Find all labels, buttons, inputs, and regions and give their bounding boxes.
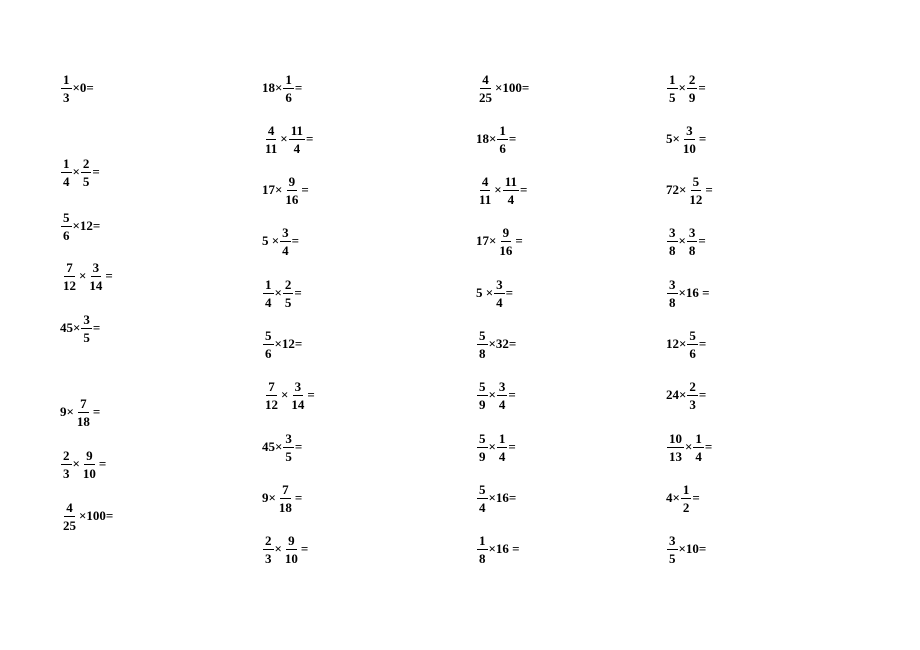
fraction-denominator: 9 bbox=[479, 396, 486, 412]
fraction-denominator: 2 bbox=[682, 499, 690, 515]
expression-text: × bbox=[488, 439, 496, 454]
fraction bbox=[61, 261, 78, 292]
fraction bbox=[263, 329, 274, 360]
fraction-denominator: 16 bbox=[285, 191, 299, 207]
expression-text: = bbox=[698, 80, 706, 95]
fraction-denominator: 14 bbox=[291, 396, 305, 412]
fraction-numerator: 7 bbox=[268, 378, 275, 394]
fraction-numerator: 5 bbox=[479, 327, 486, 343]
expression-text: ×0= bbox=[72, 80, 94, 95]
fraction-denominator: 10 bbox=[682, 140, 696, 156]
fraction-numerator: 3 bbox=[92, 259, 100, 275]
math-problem bbox=[476, 375, 516, 415]
fraction bbox=[477, 175, 493, 206]
fraction-numerator: 10 bbox=[669, 430, 682, 446]
fraction-numerator: 1 bbox=[499, 122, 506, 138]
expression-text: × bbox=[280, 131, 288, 146]
fraction bbox=[687, 73, 698, 104]
expression-text: = bbox=[294, 80, 303, 95]
fraction-denominator: 4 bbox=[496, 294, 503, 310]
expression-text: × bbox=[72, 164, 80, 179]
fraction-numerator: 2 bbox=[689, 378, 696, 394]
expression-text: = bbox=[291, 233, 300, 248]
fraction-denominator: 6 bbox=[499, 140, 506, 156]
fraction bbox=[81, 449, 98, 480]
expression-text: 5 × bbox=[476, 285, 494, 300]
expression-text: = bbox=[515, 233, 523, 248]
expression-text: 72× bbox=[666, 182, 687, 197]
fraction-denominator: 4 bbox=[293, 140, 301, 156]
fraction-denominator: 4 bbox=[498, 448, 506, 464]
fraction-numerator: 9 bbox=[86, 447, 93, 463]
math-problem bbox=[60, 308, 100, 348]
expression-text: = bbox=[508, 387, 516, 402]
fraction-numerator: 3 bbox=[294, 378, 302, 394]
fraction-denominator: 3 bbox=[63, 465, 70, 481]
fraction bbox=[477, 380, 488, 411]
fraction-numerator: 7 bbox=[66, 259, 73, 275]
fraction bbox=[494, 278, 505, 309]
fraction-numerator: 1 bbox=[682, 481, 690, 497]
expression-text: = bbox=[698, 131, 707, 146]
fraction bbox=[289, 124, 305, 155]
expression-text: = bbox=[307, 387, 315, 402]
fraction-numerator: 3 bbox=[688, 224, 696, 240]
fraction bbox=[263, 278, 274, 309]
math-problem bbox=[476, 170, 527, 210]
math-problem bbox=[476, 529, 520, 569]
fraction-numerator: 3 bbox=[669, 532, 676, 548]
expression-text: 5 × bbox=[262, 233, 280, 248]
fraction-numerator: 1 bbox=[498, 430, 506, 446]
fraction bbox=[667, 73, 678, 104]
expression-text: 18× bbox=[476, 131, 497, 146]
fraction bbox=[277, 483, 294, 514]
math-problem bbox=[666, 221, 706, 261]
fraction-denominator: 14 bbox=[89, 277, 103, 293]
math-problem bbox=[666, 375, 706, 415]
math-problem bbox=[666, 324, 706, 364]
fraction-denominator: 4 bbox=[507, 191, 515, 207]
fraction-denominator: 5 bbox=[285, 448, 292, 464]
fraction-denominator: 8 bbox=[669, 294, 676, 310]
fraction bbox=[87, 261, 104, 292]
expression-text: = bbox=[306, 131, 314, 146]
expression-text: = bbox=[508, 131, 517, 146]
expression-text: 45× bbox=[262, 439, 283, 454]
fraction-denominator: 6 bbox=[265, 345, 272, 361]
fraction-numerator: 4 bbox=[481, 173, 489, 189]
fraction bbox=[61, 449, 72, 480]
expression-text: = bbox=[294, 285, 302, 300]
fraction-denominator: 6 bbox=[689, 345, 696, 361]
expression-text: 17× bbox=[476, 233, 497, 248]
fraction bbox=[280, 226, 291, 257]
math-problem bbox=[476, 221, 523, 261]
fraction-denominator: 4 bbox=[63, 173, 70, 189]
fraction-denominator: 25 bbox=[479, 89, 492, 105]
fraction-numerator: 1 bbox=[669, 71, 676, 87]
fraction bbox=[477, 432, 488, 463]
expression-text: × bbox=[678, 233, 686, 248]
fraction-numerator: 3 bbox=[686, 122, 693, 138]
math-problem bbox=[262, 478, 302, 518]
fraction-numerator: 9 bbox=[288, 532, 295, 548]
math-problem bbox=[666, 478, 700, 518]
fraction-denominator: 6 bbox=[63, 227, 70, 243]
fraction bbox=[61, 501, 78, 532]
expression-text: × bbox=[274, 285, 282, 300]
fraction bbox=[667, 226, 678, 257]
fraction bbox=[687, 226, 698, 257]
math-problem bbox=[476, 273, 513, 313]
expression-text: = bbox=[704, 439, 713, 454]
math-problem bbox=[666, 170, 713, 210]
fraction bbox=[75, 397, 92, 428]
math-problem bbox=[476, 324, 516, 364]
fraction-denominator: 5 bbox=[669, 550, 676, 566]
math-problem bbox=[476, 119, 516, 159]
math-problem bbox=[666, 273, 710, 313]
expression-text: ×100= bbox=[79, 508, 114, 523]
math-problem bbox=[262, 273, 302, 313]
expression-text: = bbox=[300, 541, 309, 556]
fraction-numerator: 5 bbox=[479, 430, 486, 446]
fraction bbox=[477, 73, 494, 104]
fraction-denominator: 13 bbox=[669, 448, 682, 464]
expression-text: = bbox=[105, 268, 113, 283]
expression-text: 24× bbox=[666, 387, 687, 402]
fraction-numerator: 2 bbox=[82, 155, 90, 171]
math-problem bbox=[666, 427, 712, 467]
fraction-numerator: 5 bbox=[689, 327, 696, 343]
math-problem bbox=[60, 68, 94, 108]
fraction bbox=[263, 534, 274, 565]
expression-text: = bbox=[698, 233, 706, 248]
expression-text: = bbox=[692, 490, 700, 505]
fraction bbox=[681, 124, 698, 155]
fraction bbox=[81, 157, 92, 188]
fraction-denominator: 8 bbox=[479, 345, 486, 361]
fraction-numerator: 4 bbox=[66, 499, 73, 515]
expression-text: 5× bbox=[666, 131, 680, 146]
expression-text: = bbox=[92, 320, 101, 335]
expression-text: = bbox=[705, 182, 713, 197]
fraction bbox=[687, 329, 698, 360]
fraction bbox=[497, 432, 508, 463]
fraction-numerator: 5 bbox=[692, 173, 700, 189]
math-problem bbox=[262, 170, 309, 210]
expression-text: 18× bbox=[262, 80, 283, 95]
fraction bbox=[497, 124, 508, 155]
expression-text: × bbox=[274, 541, 282, 556]
expression-text: × bbox=[79, 268, 87, 283]
expression-text: 9× bbox=[60, 404, 74, 419]
fraction-numerator: 7 bbox=[282, 481, 289, 497]
fraction-numerator: 3 bbox=[496, 276, 503, 292]
fraction bbox=[283, 175, 300, 206]
expression-text: = bbox=[294, 490, 303, 505]
fraction-numerator: 1 bbox=[265, 276, 272, 292]
fraction-numerator: 3 bbox=[282, 224, 289, 240]
fraction bbox=[681, 483, 692, 514]
expression-text: ×16 = bbox=[488, 541, 520, 556]
fraction bbox=[687, 380, 698, 411]
expression-text: × bbox=[281, 387, 289, 402]
fraction-denominator: 11 bbox=[265, 140, 278, 156]
expression-text: 17× bbox=[262, 182, 283, 197]
expression-text: = bbox=[92, 404, 101, 419]
fraction bbox=[283, 278, 294, 309]
expression-text: × bbox=[685, 439, 693, 454]
fraction-denominator: 5 bbox=[83, 329, 90, 345]
math-problem bbox=[60, 206, 100, 246]
fraction bbox=[497, 226, 514, 257]
fraction-denominator: 25 bbox=[63, 517, 76, 533]
fraction bbox=[477, 534, 488, 565]
expression-text: ×16 = bbox=[678, 285, 710, 300]
expression-text: = bbox=[508, 439, 516, 454]
fraction-numerator: 1 bbox=[695, 430, 702, 446]
math-problem bbox=[476, 478, 516, 518]
fraction bbox=[693, 432, 704, 463]
fraction-denominator: 4 bbox=[695, 448, 702, 464]
expression-text: × bbox=[678, 80, 686, 95]
expression-text: ×16= bbox=[488, 490, 517, 505]
math-problem bbox=[262, 529, 308, 569]
fraction-denominator: 4 bbox=[265, 294, 272, 310]
fraction-denominator: 11 bbox=[479, 191, 492, 207]
math-problem bbox=[262, 427, 302, 467]
fraction-numerator: 5 bbox=[265, 327, 272, 343]
fraction-numerator: 2 bbox=[265, 532, 272, 548]
fraction-denominator: 12 bbox=[63, 277, 76, 293]
fraction-numerator: 2 bbox=[63, 447, 70, 463]
fraction-denominator: 8 bbox=[479, 550, 486, 566]
fraction-numerator: 1 bbox=[285, 71, 292, 87]
fraction-numerator: 9 bbox=[502, 224, 510, 240]
fraction bbox=[503, 175, 519, 206]
fraction-numerator: 3 bbox=[498, 378, 506, 394]
math-problem bbox=[60, 256, 113, 296]
math-problem bbox=[262, 119, 313, 159]
math-problem bbox=[262, 324, 302, 364]
fraction-numerator: 5 bbox=[479, 378, 486, 394]
fraction-denominator: 18 bbox=[76, 413, 90, 429]
fraction-denominator: 4 bbox=[282, 242, 289, 258]
fraction-numerator: 9 bbox=[288, 173, 296, 189]
expression-text: = bbox=[98, 456, 107, 471]
fraction-numerator: 3 bbox=[669, 224, 676, 240]
fraction-numerator: 7 bbox=[80, 395, 87, 411]
math-problem bbox=[60, 444, 106, 484]
fraction-denominator: 10 bbox=[82, 465, 96, 481]
fraction-denominator: 4 bbox=[479, 499, 486, 515]
fraction-denominator: 4 bbox=[498, 396, 506, 412]
math-problem bbox=[666, 119, 706, 159]
fraction-denominator: 3 bbox=[265, 550, 272, 566]
fraction-numerator: 1 bbox=[479, 532, 486, 548]
fraction bbox=[283, 534, 300, 565]
fraction-numerator: 3 bbox=[83, 311, 90, 327]
fraction bbox=[687, 175, 704, 206]
fraction bbox=[497, 380, 508, 411]
fraction-numerator: 3 bbox=[285, 430, 292, 446]
fraction-numerator: 5 bbox=[479, 481, 486, 497]
expression-text: × bbox=[488, 387, 496, 402]
fraction-denominator: 5 bbox=[669, 89, 676, 105]
expression-text: = bbox=[301, 182, 309, 197]
math-problem bbox=[262, 221, 299, 261]
fraction bbox=[263, 380, 280, 411]
fraction bbox=[477, 329, 488, 360]
fraction bbox=[289, 380, 306, 411]
fraction-denominator: 6 bbox=[285, 89, 292, 105]
fraction-denominator: 9 bbox=[688, 89, 696, 105]
fraction-numerator: 2 bbox=[688, 71, 696, 87]
math-problem bbox=[60, 392, 100, 432]
math-problem bbox=[476, 427, 516, 467]
fraction-denominator: 3 bbox=[63, 89, 70, 105]
fraction bbox=[667, 432, 684, 463]
math-problem bbox=[476, 68, 529, 108]
fraction-denominator: 3 bbox=[689, 396, 696, 412]
math-problem bbox=[60, 152, 100, 192]
fraction bbox=[263, 124, 279, 155]
fraction-numerator: 4 bbox=[267, 122, 275, 138]
expression-text: = bbox=[505, 285, 514, 300]
expression-text: = bbox=[294, 439, 303, 454]
fraction bbox=[61, 157, 72, 188]
fraction-numerator: 5 bbox=[63, 209, 70, 225]
expression-text: = bbox=[698, 387, 707, 402]
math-problem bbox=[60, 496, 113, 536]
fraction-numerator: 11 bbox=[504, 173, 518, 189]
fraction-numerator: 3 bbox=[669, 276, 676, 292]
expression-text: = bbox=[698, 336, 707, 351]
fraction bbox=[667, 278, 678, 309]
fraction-denominator: 5 bbox=[284, 294, 292, 310]
fraction-denominator: 10 bbox=[284, 550, 298, 566]
expression-text: × bbox=[494, 182, 502, 197]
fraction bbox=[61, 73, 72, 104]
expression-text: = bbox=[520, 182, 528, 197]
fraction-numerator: 2 bbox=[284, 276, 292, 292]
fraction bbox=[81, 313, 92, 344]
fraction-denominator: 18 bbox=[278, 499, 292, 515]
expression-text: ×10= bbox=[678, 541, 707, 556]
math-problem bbox=[666, 68, 706, 108]
expression-text: × bbox=[72, 456, 80, 471]
math-problem bbox=[262, 68, 302, 108]
expression-text: 9× bbox=[262, 490, 276, 505]
fraction-numerator: 4 bbox=[482, 71, 489, 87]
expression-text: ×12= bbox=[274, 336, 303, 351]
math-problem bbox=[666, 529, 706, 569]
expression-text: 12× bbox=[666, 336, 687, 351]
expression-text: = bbox=[92, 164, 100, 179]
fraction-denominator: 12 bbox=[265, 396, 278, 412]
fraction-denominator: 5 bbox=[82, 173, 90, 189]
fraction-denominator: 8 bbox=[688, 242, 696, 258]
fraction-denominator: 16 bbox=[499, 242, 513, 258]
fraction bbox=[283, 432, 294, 463]
expression-text: 45× bbox=[60, 320, 81, 335]
fraction-denominator: 8 bbox=[669, 242, 676, 258]
fraction bbox=[477, 483, 488, 514]
expression-text: ×32= bbox=[488, 336, 517, 351]
fraction-numerator: 1 bbox=[63, 71, 70, 87]
math-problem bbox=[262, 375, 315, 415]
fraction-denominator: 9 bbox=[479, 448, 486, 464]
fraction-denominator: 12 bbox=[689, 191, 703, 207]
expression-text: 4× bbox=[666, 490, 680, 505]
fraction-numerator: 11 bbox=[290, 122, 304, 138]
fraction bbox=[61, 211, 72, 242]
fraction bbox=[667, 534, 678, 565]
fraction bbox=[283, 73, 294, 104]
fraction-numerator: 1 bbox=[63, 155, 70, 171]
expression-text: ×12= bbox=[72, 218, 101, 233]
expression-text: ×100= bbox=[495, 80, 530, 95]
